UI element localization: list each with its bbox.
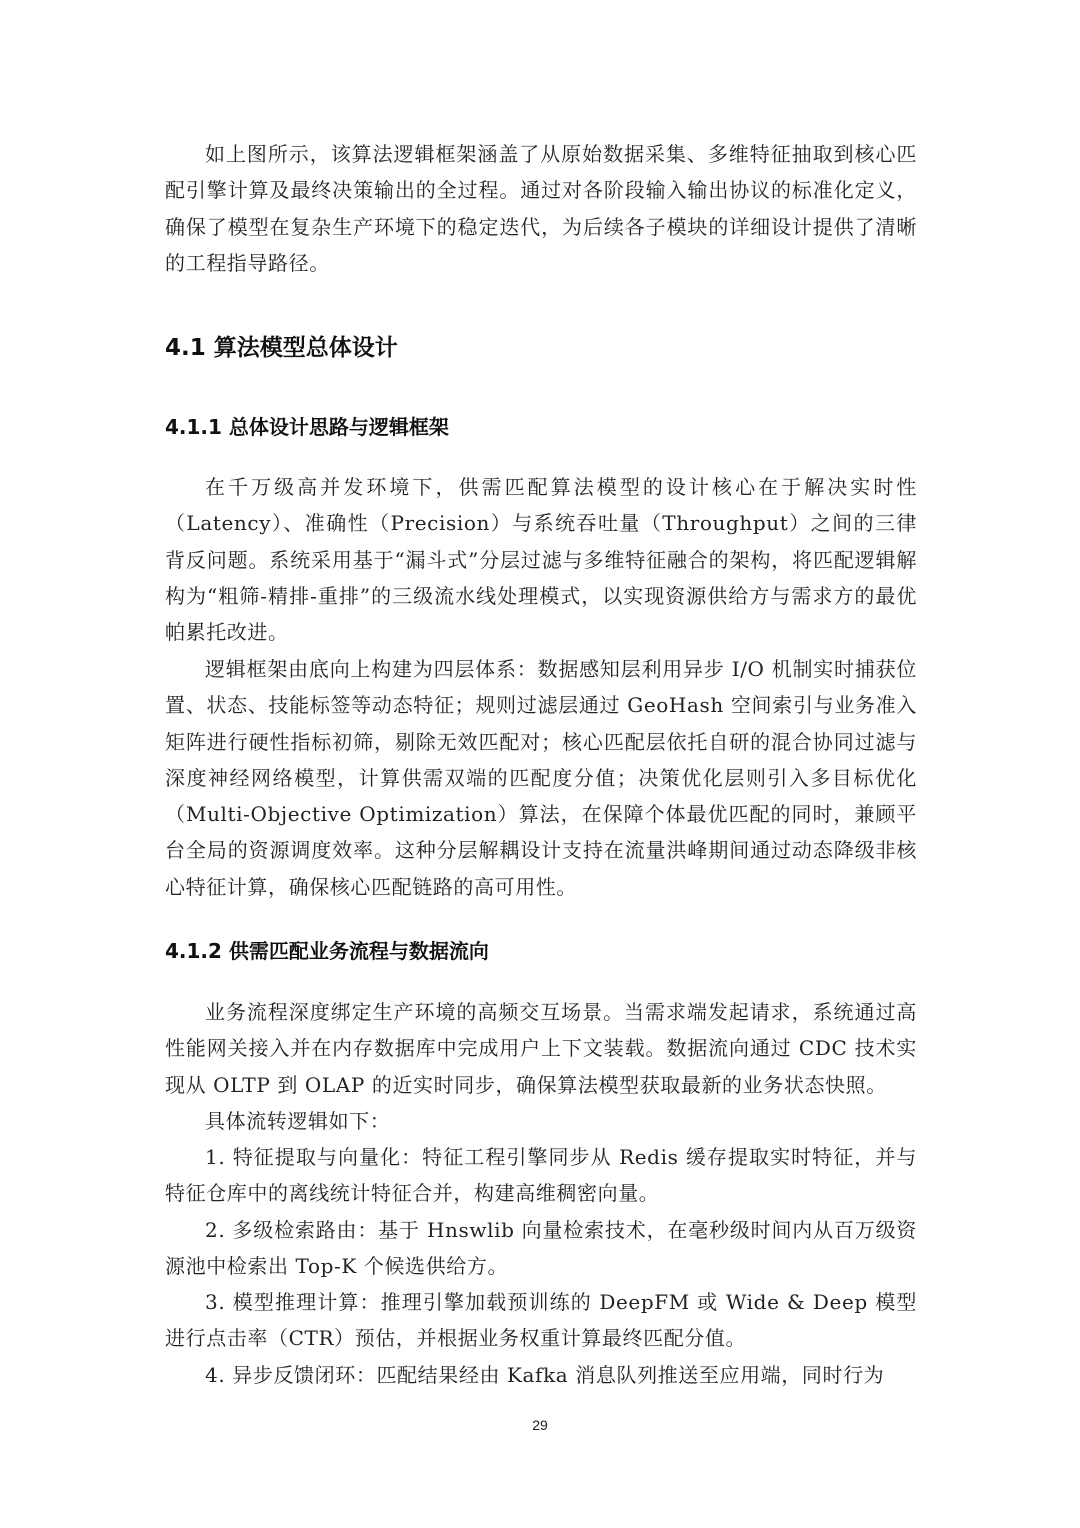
flow-step-4: 4. 异步反馈闭环：匹配结果经由 Kafka 消息队列推送至应用端，同时行为 [205,1363,885,1387]
section-4-1-2-title: 4.1.2 供需匹配业务流程与数据流向 [165,939,489,963]
intro-paragraph: 如上图所示，该算法逻辑框架涵盖了从原始数据采集、多维特征抽取到核心匹配引擎计算及最终决策输出的全过程。通过对各阶段输入输出协议的标准化定义，确保了模型在复杂生产环境下的稳定迭代，为后续各子模块的详细设计提供了清晰的工程指导路径。 [165,142,917,275]
section-4-1-2-flow-intro: 具体流转逻辑如下： [205,1109,391,1133]
page-number: 29 [532,1417,548,1433]
flow-step-1: 1. 特征提取与向量化：特征工程引擎同步从 Redis 缓存提取实时特征，并与特征仓库中的离线统计特征合并，构建高维稠密向量。 [165,1145,917,1206]
section-4-1-1-paragraph-2: 逻辑框架由底向上构建为四层体系：数据感知层利用异步 I/O 机制实时捕获位置、状态、技能标签等动态特征；规则过滤层通过 GeoHash 空间索引与业务准入矩阵进行硬性指标初筛，剔除无效匹配对；核心匹配层依托自研的混合协同过滤与深度神经网络模型，计算供需双端的匹配度分值；决策优化层则引入多目标优化（Multi-Objective Optimization）算法，在保障个体最优匹配的同时，兼顾平台全局的资源调度效率。这种分层解耦设计支持在流量洪峰期间通过动态降级非核心特征计算，确保核心匹配链路的高可用性。 [165,657,917,899]
section-4-1-title: 4.1 算法模型总体设计 [165,335,398,361]
flow-step-3: 3. 模型推理计算：推理引擎加载预训练的 DeepFM 或 Wide & Deep 模型进行点击率（CTR）预估，并根据业务权重计算最终匹配分值。 [165,1290,917,1351]
section-4-1-1-title: 4.1.1 总体设计思路与逻辑框架 [165,415,449,439]
section-4-1-1-paragraph-1: 在千万级高并发环境下，供需匹配算法模型的设计核心在于解决实时性（Latency）、准确性（Precision）与系统吞吐量（Throughput）之间的三律背反问题。系统采用基于“漏斗式”分层过滤与多维特征融合的架构，将匹配逻辑解构为“粗筛-精排-重排”的三级流水线处理模式，以实现资源供给方与需求方的最优帕累托改进。 [165,475,917,645]
section-4-1-2-paragraph-1: 业务流程深度绑定生产环境的高频交互场景。当需求端发起请求，系统通过高性能网关接入并在内存数据库中完成用户上下文装载。数据流向通过 CDC 技术实现从 OLTP 到 OLAP 的近实时同步，确保算法模型获取最新的业务状态快照。 [165,1000,917,1097]
flow-step-2: 2. 多级检索路由：基于 Hnswlib 向量检索技术，在毫秒级时间内从百万级资源池中检索出 Top-K 个候选供给方。 [165,1218,917,1279]
